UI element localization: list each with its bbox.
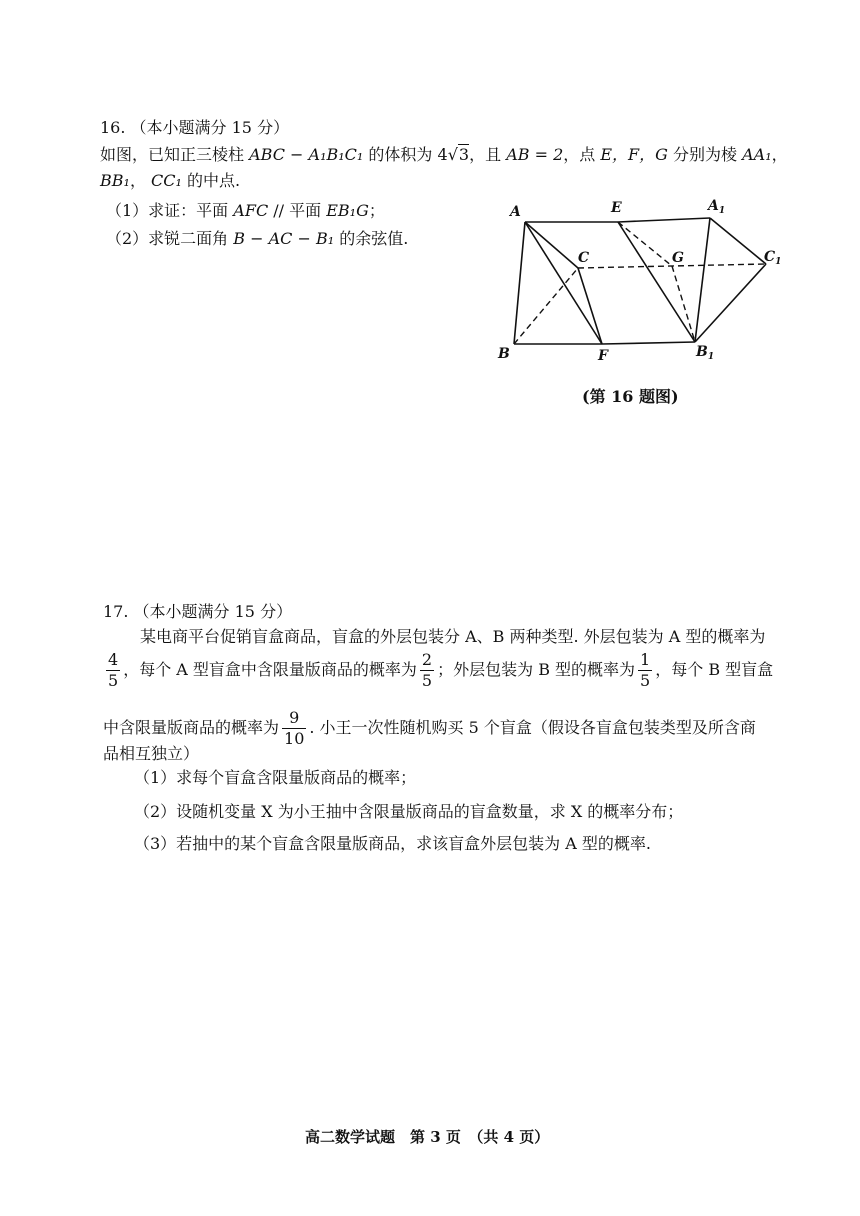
edge-E-B1 bbox=[618, 222, 695, 342]
edge-C-F bbox=[578, 268, 602, 344]
label-C1: $C_1$ bbox=[764, 249, 782, 267]
q17-statement-line3: 中含限量版商品的概率为 $\frac{9}{10}$ . 小王一次性随机购买 5 个盲盒（假设各盲盒包装类型及所含商 bbox=[103, 708, 756, 748]
fraction-1-5: $\frac{1}{5}$ bbox=[640, 650, 651, 690]
edge-E-A1 bbox=[618, 218, 710, 222]
q17-part3: （3）若抽中的某个盲盒含限量版商品，求该盲盒外层包装为 A 型的概率. bbox=[134, 834, 651, 853]
edge-G-B1-hidden bbox=[672, 266, 695, 342]
prism-figure bbox=[490, 192, 790, 372]
sqrt-symbol: √3 bbox=[447, 145, 470, 164]
prism-name: ABC − A₁B₁C₁ bbox=[249, 145, 364, 164]
q16-heading: 16. （本小题满分 15 分） bbox=[100, 118, 290, 137]
fraction-2-5: $\frac{2}{5}$ bbox=[421, 650, 433, 690]
label-B1: $B_1$ bbox=[696, 344, 715, 362]
label-B: B bbox=[498, 346, 510, 362]
q16-part1: （1）求证：平面 AFC // 平面 EB₁G； bbox=[106, 201, 385, 220]
label-G: G bbox=[672, 250, 684, 266]
fraction-9-10: $\frac{9}{10}$ bbox=[284, 708, 305, 748]
q17-statement-line2: $\frac{4}{5}$ ，每个 A 型盲盒中含限量版商品的概率为 $\frac{2}{5}$ ；外层包装为 B 型的概率为 $\frac{1}{5}$ ，每个 B 型盲盒 bbox=[108, 650, 774, 690]
q16-part2: （2）求锐二面角 B − AC − B₁ 的余弦值. bbox=[106, 229, 409, 248]
figure-caption: (第 16 题图) bbox=[582, 387, 679, 406]
label-F: F bbox=[598, 348, 608, 364]
edge-B-C-hidden bbox=[514, 268, 578, 344]
q17-heading: 17. （本小题满分 15 分） bbox=[103, 602, 293, 621]
label-A: A bbox=[510, 204, 521, 220]
label-A1: $A_1$ bbox=[708, 198, 726, 216]
fraction-4-5: $\frac{4}{5}$ bbox=[108, 650, 119, 690]
edge-A-B bbox=[514, 222, 525, 344]
q16-statement-line2: BB₁， CC₁ 的中点. bbox=[100, 171, 241, 190]
q17-statement-line4: 品相互独立） bbox=[103, 744, 200, 763]
edge-F-B1 bbox=[602, 342, 695, 344]
label-C: C bbox=[578, 250, 590, 266]
q17-part1: （1）求每个盲盒含限量版商品的概率； bbox=[134, 768, 417, 787]
edge-A1-C1 bbox=[710, 218, 766, 264]
q17-part2: （2）设随机变量 X 为小王抽中含限量版商品的盲盒数量，求 X 的概率分布； bbox=[134, 802, 684, 821]
volume-value: 4√3 bbox=[437, 145, 470, 164]
edge-A1-B1 bbox=[695, 218, 710, 342]
edge-A-C bbox=[525, 222, 578, 268]
page-footer: 高二数学试题 第 3 页 （共 4 页） bbox=[305, 1128, 550, 1146]
q16-statement-line1: 如图，已知正三棱柱 ABC − A₁B₁C₁ 的体积为 4√3，且 AB = 2，点 E，F，G 分别为棱 AA₁， bbox=[100, 145, 788, 164]
edge-A-F bbox=[525, 222, 602, 344]
edge-E-G-hidden bbox=[618, 222, 672, 266]
q17-statement-line1: 某电商平台促销盲盒商品，盲盒的外层包装分 A、B 两种类型. 外层包装为 A 型的概率为 bbox=[140, 627, 766, 646]
label-E: E bbox=[611, 200, 622, 216]
edge-B1-C1 bbox=[695, 264, 766, 342]
